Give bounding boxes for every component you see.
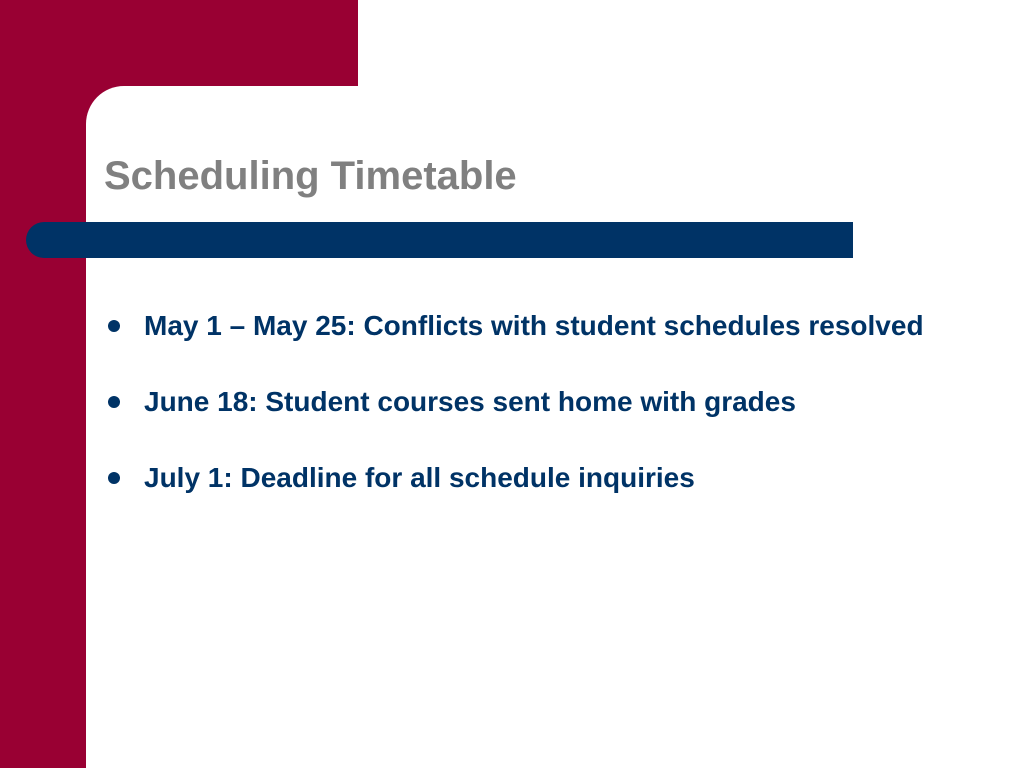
bullet-dot-icon <box>108 396 120 408</box>
bullet-item <box>104 382 924 422</box>
bullet-text: June 18: Student courses sent home with grades <box>144 386 796 417</box>
title-divider-bar <box>26 222 853 258</box>
bullet-item <box>104 306 924 346</box>
bullet-dot-icon <box>108 320 120 332</box>
bullet-text: July 1: Deadline for all schedule inquiries <box>144 462 695 493</box>
bullet-item <box>104 458 924 498</box>
bullet-text: May 1 – May 25: Conflicts with student schedules resolved <box>144 310 924 341</box>
bullet-dot-icon <box>108 472 120 484</box>
slide-title: Scheduling Timetable <box>104 154 517 198</box>
bullet-list <box>104 306 924 534</box>
